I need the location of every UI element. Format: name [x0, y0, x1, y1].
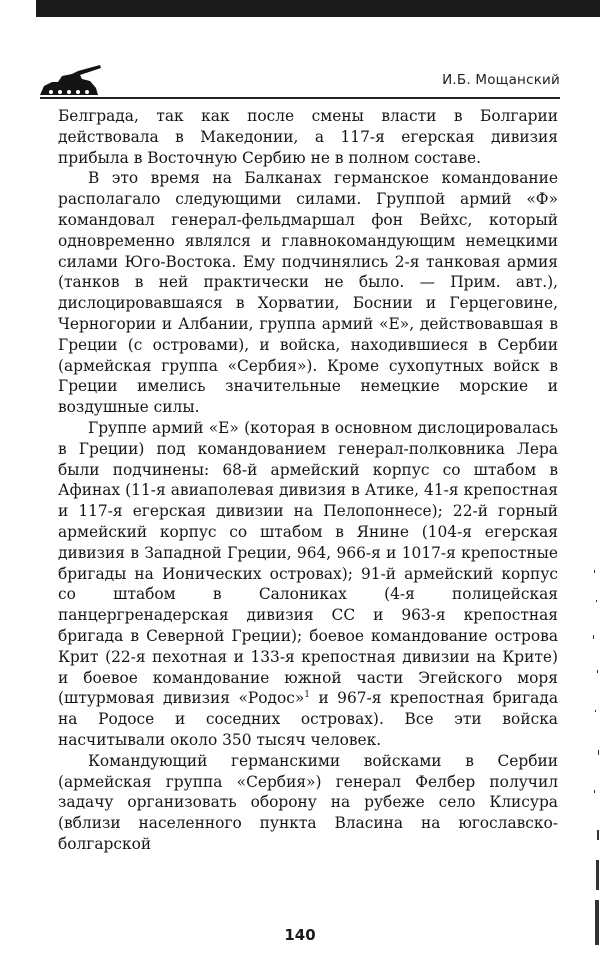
page-number: 140	[284, 926, 316, 944]
paragraph-3	[58, 418, 558, 751]
paragraph-1	[58, 106, 558, 168]
footnote-mark: 1	[304, 690, 310, 701]
paragraph-4	[58, 751, 558, 855]
page-top-border	[36, 0, 600, 17]
running-header	[38, 58, 560, 98]
paragraph-2-text: В это время на Балканах германское командование располагало следующими силами. Группой армий «Ф» командовал генерал-фельдмаршал фон Вейхс, который одновременно являлся и главнокомандующим немецкими силами Юго-Востока. Ему подчинялись 2-я танковая армия (танков в ней практически не было. — Прим. авт.), дислоцировавшаяся в Хорватии, Боснии и Герцеговине, Черногории и Албании, группа армий «Е», действовавшая в Греции (с островами), и войска, находившиеся в Сербии (армейская группа «Сербия»). Кроме сухопутных войск в Греции имелись значительные немецкие морские и воздушные силы.	[58, 169, 558, 417]
paragraph-1-text: Белграда, так как после смены власти в Болгарии действовала в Македонии, а 117-я егерская дивизия прибыла в Восточную Сербию не в полном составе.	[58, 107, 558, 167]
paragraph-3-text-after: и 967-я крепостная бригада на Родосе и соседних островах). Все эти войска насчитывали около 350 тысяч человек.	[58, 689, 558, 749]
paragraph-2	[58, 168, 558, 418]
header-rule	[40, 97, 560, 99]
paragraph-4-text: Командующий германскими войсками в Сербии (армейская группа «Сербия») генерал Фелбер получил задачу организовать оборону на рубеже село Клисура (вблизи населенного пункта Власина на югославско-болгарской	[58, 751, 558, 853]
header-author: И.Б. Мощанский	[442, 72, 560, 88]
paragraph-3-text: Группе армий «Е» (которая в основном дислоцировалась в Греции) под командованием генерал-полковника Лера были подчинены: 68-й армейский корпус со штабом в Афинах (11-я авиаполевая дивизия в Атике, 41-я крепостная и 117-я егерская дивизии на Пелопоннесе); 22-й горный армейский корпус со штабом в Янине (104-я егерская дивизия в Западной Греции, 964, 966-я и 1017-я крепостные бригады на Ионических островах); 91-й армейский корпус со штабом в Салониках (4-я полицейская панцергренадерская дивизия СС и 963-я крепостная бригада в Северной Греции); боевое командование острова Крит (22-я пехотная и 133-я крепостная дивизии на Крите) и боевое командование южной части Эгейского моря (штурмовая дивизия «Родос»	[58, 418, 558, 708]
scan-edge-noise	[586, 560, 600, 960]
tank-silhouette-icon	[38, 62, 118, 96]
body-text	[58, 106, 558, 855]
